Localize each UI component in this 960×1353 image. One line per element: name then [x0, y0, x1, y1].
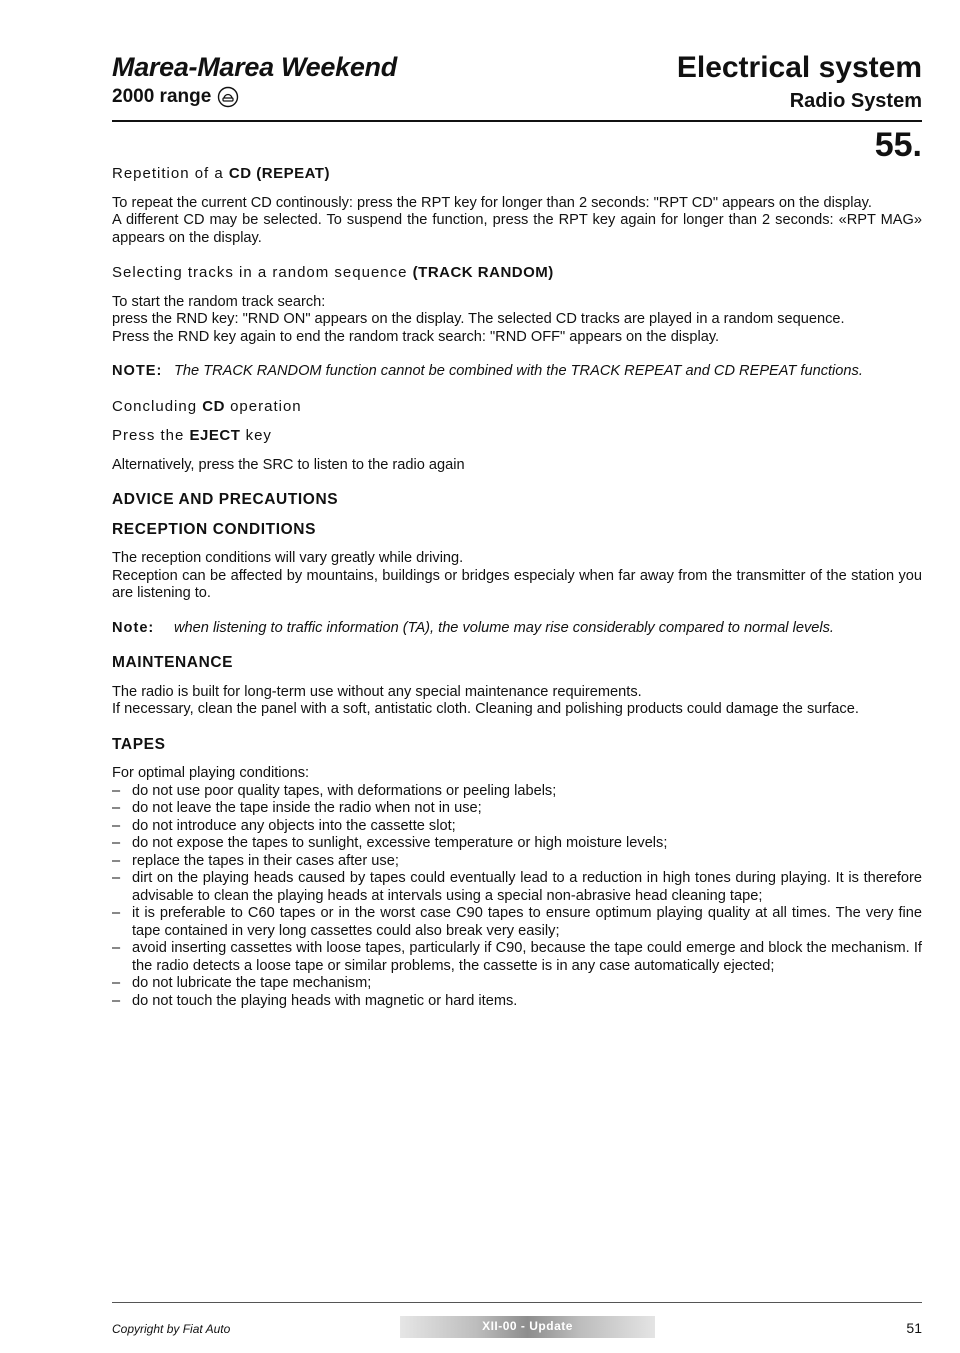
subsection-title: Radio System	[789, 90, 922, 112]
footer-page-number: 51	[906, 1320, 922, 1336]
copyright-text: Copyright by Fiat Auto	[112, 1322, 231, 1336]
concluding-heading-prefix: Concluding	[112, 397, 198, 415]
eject-prefix: Press the	[112, 427, 185, 444]
tapes-list	[112, 783, 922, 1011]
list-item: – do not introduce any objects into the cassette slot;	[112, 818, 922, 836]
range-line	[112, 86, 397, 108]
update-banner	[400, 1316, 655, 1338]
concluding-heading-suffix: operation	[230, 397, 302, 415]
list-item: – do not use poor quality tapes, with deformations or peeling labels;	[112, 783, 922, 801]
note-text: when listening to traffic information (TA), the volume may rise considerably compared to normal levels.	[174, 619, 834, 636]
maintenance-line-2: If necessary, clean the panel with a soft, antistatic cloth. Cleaning and polishing products could damage the surface.	[112, 701, 859, 717]
concluding-alt-text: Alternatively, press the SRC to listen to the radio again	[112, 456, 465, 473]
track-random-line-3: Press the RND key again to end the random track search: "RND OFF" appears on the display.	[112, 328, 720, 345]
note-label: NOTE:	[112, 363, 163, 379]
concluding-alt	[112, 457, 922, 475]
track-random-line-2: press the RND key: "RND ON" appears on the display. The selected CD tracks are played in a random sequence.	[112, 311, 845, 327]
list-item: – do not touch the playing heads with magnetic or hard items.	[112, 993, 922, 1011]
reception-line-1: The reception conditions will vary greatly while driving.	[112, 550, 464, 566]
range-label: 2000 range	[112, 86, 212, 107]
section-title: Electrical system	[676, 51, 922, 84]
track-random-heading-prefix: Selecting tracks in a random sequence	[112, 264, 408, 281]
update-label: XII-00 - Update	[482, 1319, 573, 1333]
maintenance-text	[112, 684, 922, 719]
eject-suffix: key	[245, 427, 272, 444]
reception-line-2: Reception can be affected by mountains, buildings or bridges especialy when far away from the transmitter of the station you are listening to.	[112, 567, 922, 601]
reception-text	[112, 550, 922, 603]
note-label: Note:	[112, 619, 155, 636]
header-right	[677, 52, 922, 113]
list-item: – do not expose the tapes to sunlight, excessive temperature or high moisture levels;	[112, 835, 922, 853]
list-item: – avoid inserting cassettes with loose tapes, particularly if C90, because the tape could emerge and block the mechanism. If the radio detects a loose tape or similar problems, the cassette is in any case automatically ejected;	[112, 940, 922, 975]
list-item: – dirt on the playing heads caused by tapes could eventually lead to a reduction in high tones during playing. It is therefore advisable to clean the playing heads at intervals using a special non-abrasive head cleaning tape;	[112, 870, 922, 905]
track-random-line-1: To start the random track search:	[112, 293, 326, 310]
note-track-random	[112, 363, 922, 381]
page-body	[112, 165, 922, 1010]
maintenance-heading: MAINTENANCE	[112, 654, 234, 671]
repeat-cd-heading	[112, 165, 922, 183]
repeat-cd-heading-prefix: Repetition of a	[112, 165, 224, 182]
tapes-intro: For optimal playing conditions:	[112, 765, 310, 781]
list-item: – do not lubricate the tape mechanism;	[112, 975, 922, 993]
repeat-cd-para-1: To repeat the current CD continously: press the RPT key for longer than 2 seconds: "RPT CD" appears on the display.	[112, 194, 872, 211]
header-rule	[112, 120, 922, 122]
brand-title: Marea-Marea Weekend	[112, 52, 397, 82]
track-random-heading-bold: (TRACK RANDOM)	[412, 264, 554, 281]
eject-line	[112, 427, 922, 445]
repeat-cd-para-2: A different CD may be selected. To suspend the function, press the RPT key again for longer than 2 seconds: «RPT MAG» appears on the display.	[112, 212, 922, 246]
reception-heading: RECEPTION CONDITIONS	[112, 520, 317, 538]
note-traffic-info	[112, 620, 922, 638]
repeat-cd-text	[112, 195, 922, 248]
concluding-heading-bold: CD	[202, 397, 225, 415]
update-badge-icon	[217, 86, 239, 108]
concluding-heading	[112, 398, 922, 416]
chapter-number: 55.	[874, 126, 922, 164]
list-item: – it is preferable to C60 tapes or in the worst case C90 tapes to ensure optimum playing quality at all times. The very fine tape contained in very long cassettes could also break very easily;	[112, 905, 922, 940]
repeat-cd-heading-bold: CD (REPEAT)	[228, 165, 330, 182]
advice-heading: ADVICE AND PRECAUTIONS	[112, 491, 339, 508]
eject-key-label: EJECT	[189, 427, 241, 444]
tapes-heading: TAPES	[112, 735, 166, 753]
track-random-text	[112, 294, 922, 347]
header-left	[112, 52, 397, 108]
maintenance-line-1: The radio is built for long-term use without any special maintenance requirements.	[112, 683, 642, 700]
note-text: The TRACK RANDOM function cannot be combined with the TRACK REPEAT and CD REPEAT functions.	[174, 363, 863, 379]
list-item: – do not leave the tape inside the radio when not in use;	[112, 800, 922, 818]
track-random-heading	[112, 264, 922, 282]
list-item: – replace the tapes in their cases after use;	[112, 853, 922, 871]
footer-rule	[112, 1302, 922, 1303]
